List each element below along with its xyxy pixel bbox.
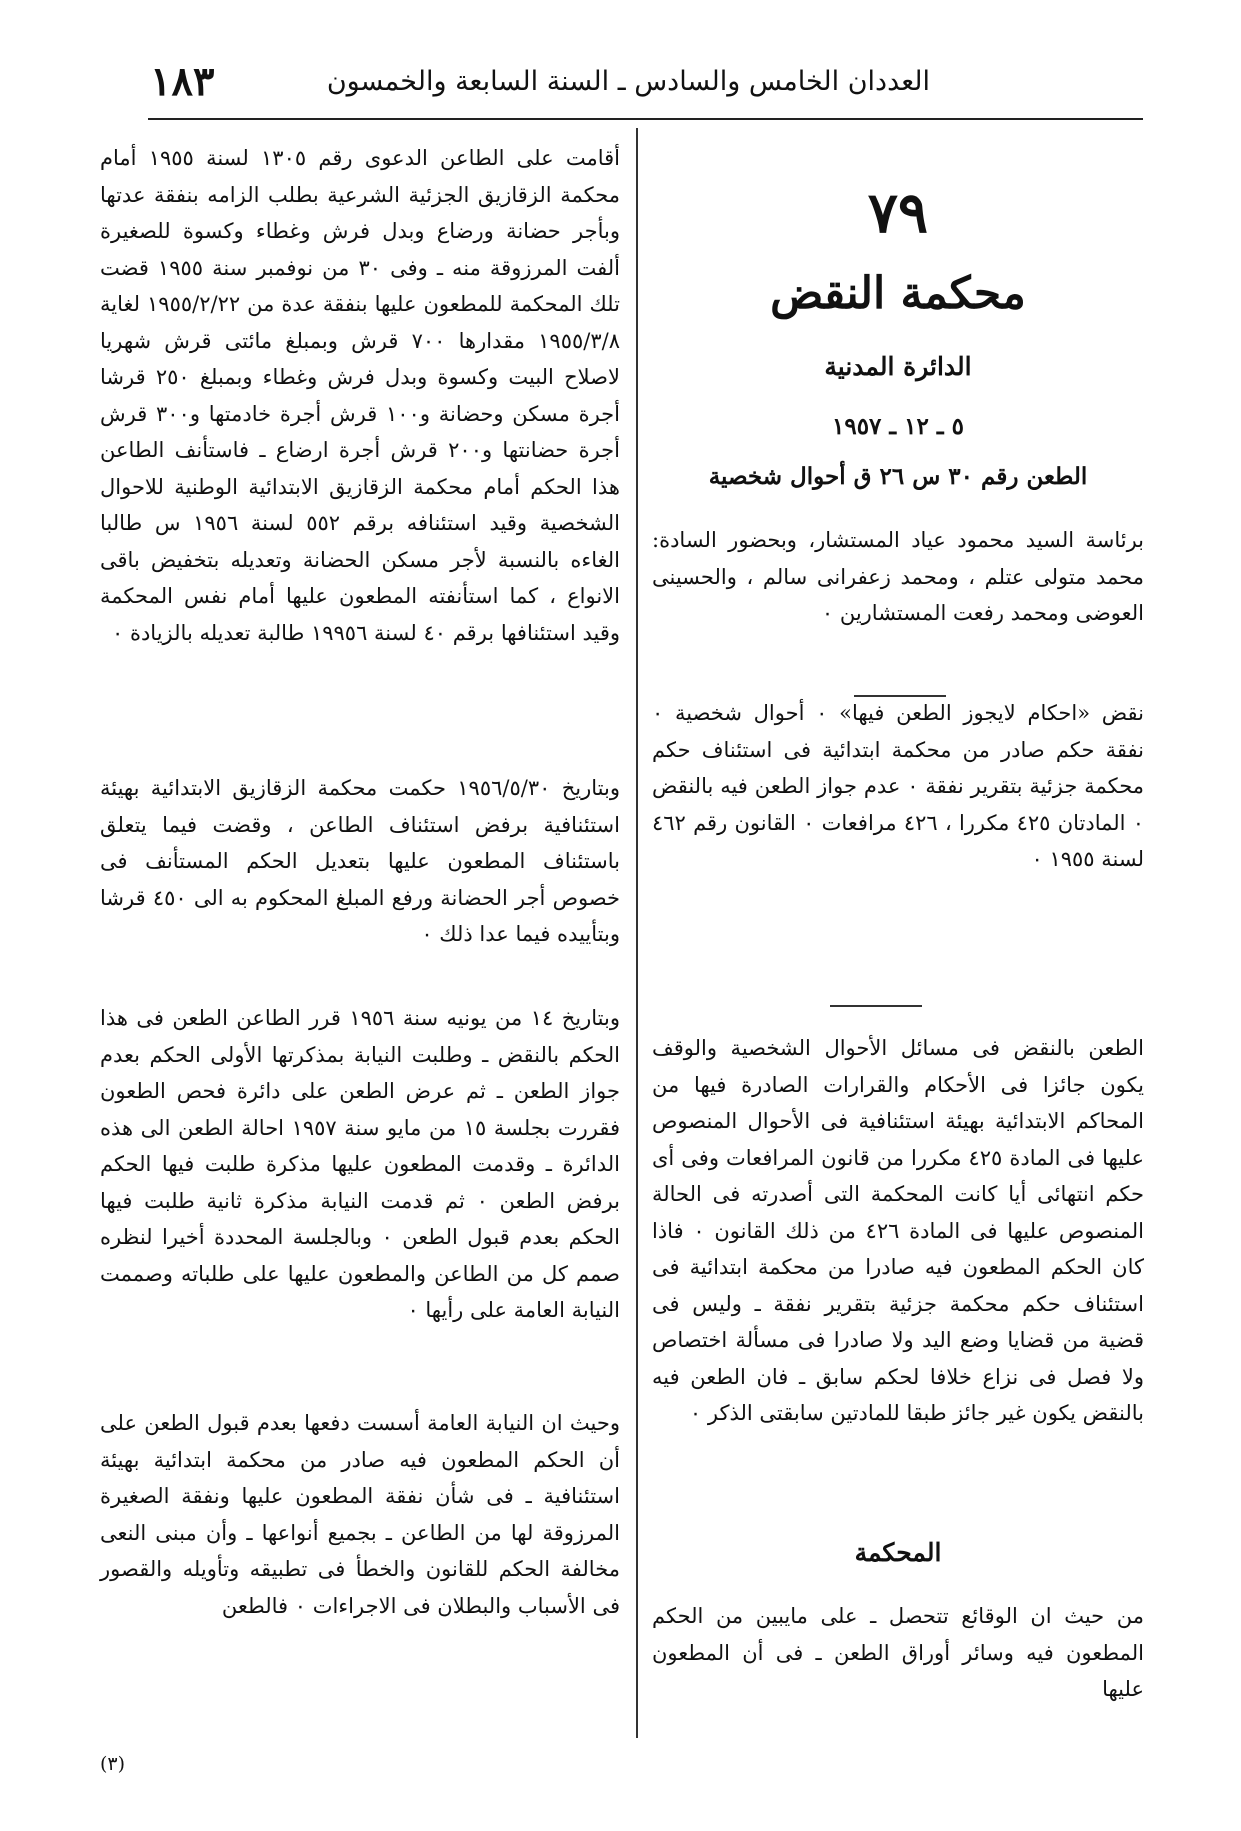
reasoning-paragraph: وحيث ان النيابة العامة أسست دفعها بعدم قبول الطعن على أن الحكم المطعون فيه صادر من محكمة ابتدائية بهيئة استئنافية ـ فى شأن نفقة المطعون عليها ونفقة الصغيرة المرزوقة لها من الطاعن ـ بجميع أنواعها ـ وأن مبنى النعى مخالفة الحكم للقانون والخطأ فى تطبيقه وتأويله والقصور فى الأسباب والبطلان فى الاجراءات ٠ فالطعن xyxy=(100,1411,620,1618)
signature-mark: (٣) xyxy=(100,1753,126,1775)
headnote-paragraph: نقض «احكام لايجوز الطعن فيها» ٠ أحوال شخصية ٠ نفقة حكم صادر من محكمة ابتدائية فى استئناف حكم محكمة جزئية بتقرير نفقة ٠ عدم جواز الطعن فيه بالنقض ٠ المادتان ٤٢٥ مكررا ، ٤٢٦ مرافعات ٠ القانون رقم ٤٦٢ لسنة ١٩٥٥ ٠ xyxy=(652,701,1144,871)
principle-paragraph: الطعن بالنقض فى مسائل الأحوال الشخصية والوقف يكون جائزا فى الأحكام والقرارات الصادرة فيها من المحاكم الابتدائية بهيئة استئنافية فى الأحوال المنصوص عليها فى المادة ٤٢٥ مكررا من قانون المرافعات وفى أى حكم انتهائى أيا كانت المحكمة التى أصدرته فى الحالة المنصوص عليها فى المادة ٤٢٦ من ذلك القانون ٠ فاذا كان الحكم المطعون فيه صادرا من محكمة ابتدائية فى استئناف حكم محكمة جزئية بتقرير نفقة ـ وليس فى قضية من قضايا وضع اليد ولا صادرا فى مسألة اختصاص ولا فصل فى نزاع خلافا لحكم سابق ـ فان الطعن فيه بالنقض يكون غير جائز طبقا للمادتين سابقتى الذكر ٠ xyxy=(652,1036,1144,1425)
case-number: ٧٩ xyxy=(867,180,929,246)
judgment-date: ٥ ـ ١٢ ـ ١٩٥٧ xyxy=(831,413,965,440)
panel-paragraph: برئاسة السيد محمود عياد المستشار، وبحضور السادة: محمد متولى عتلم ، ومحمد زعفرانى سالم ، والحسينى العوضى ومحمد رفعت المستشارين ٠ xyxy=(652,528,1144,625)
procedure-block xyxy=(100,1000,620,1329)
separator-rule xyxy=(830,1005,922,1007)
page-number: ١٨٣ xyxy=(150,58,215,105)
appeal-reference: الطعن رقم ٣٠ س ٢٦ ق أحوال شخصية xyxy=(708,463,1088,490)
court-title: محكمة النقض xyxy=(770,268,1026,319)
reasoning-block xyxy=(100,1405,620,1624)
panel-block xyxy=(652,522,1144,632)
body-start-block xyxy=(652,1598,1144,1708)
appeal-judgment-block xyxy=(100,770,620,953)
body-start-paragraph: من حيث ان الوقائع تتحصل ـ على مايبين من الحكم المطعون فيه وسائر أوراق الطعن ـ فى أن المطعون عليها xyxy=(652,1604,1144,1701)
facts-block xyxy=(100,140,620,651)
principle-block xyxy=(652,1030,1144,1432)
header-rule xyxy=(148,118,1143,120)
section-heading: المحكمة xyxy=(854,1538,942,1567)
running-head: العددان الخامس والسادس ـ السنة السابعة والخمسون xyxy=(326,66,930,97)
procedure-paragraph: وبتاريخ ١٤ من يونيه سنة ١٩٥٦ قرر الطاعن الطعن فى هذا الحكم بالنقض ـ وطلبت النيابة بمذكرتها الأولى الحكم بعدم جواز الطعن ـ ثم عرض الطعن على دائرة فحص الطعون فقررت بجلسة ١٥ من مايو سنة ١٩٥٧ احالة الطعن الى هذه الدائرة ـ وقدمت المطعون عليها مذكرة طلبت فيها الحكم برفض الطعن ٠ ثم قدمت النيابة مذكرة ثانية طلبت فيها الحكم بعدم قبول الطعن ٠ وبالجلسة المحددة أخيرا لنظره صمم كل من الطاعن والمطعون عليها على طلباته وصممت النيابة العامة على رأيها ٠ xyxy=(100,1006,621,1322)
facts-paragraph: أقامت على الطاعن الدعوى رقم ١٣٠٥ لسنة ١٩٥٥ أمام محكمة الزقازيق الجزئية الشرعية بطلب الزامه بنفقة عدتها وبأجر حضانة ورضاع وبدل فرش وغطاء وكسوة للصغيرة ألفت المرزوقة منه ـ وفى ٣٠ من نوفمبر سنة ١٩٥٥ قضت تلك المحكمة للمطعون عليها بنفقة عدة من ١٩٥٥/٢/٢٢ لغاية ١٩٥٥/٣/٨ مقدارها ٧٠٠ قرش وبمبلغ مائتى قرش شهريا لاصلاح البيت وكسوة وبدل فرش وغطاء وبمبلغ ٢٥٠ قرشا أجرة مسكن وحضانة و١٠٠ قرش أجرة خادمتها و٣٠٠ قرش أجرة حضانتها و٢٠٠ قرش أجرة ارضاع ـ فاستأنف الطاعن هذا الحكم أمام محكمة الزقازيق الابتدائية الوطنية للاحوال الشخصية وقيد استئنافه برقم ٥٥٢ لسنة ١٩٥٦ س طالبا الغاءه بالنسبة لأجر مسكن الحضانة وتعديله بتخفيض باقى الانواع ، كما استأنفته المطعون عليها أمام نفس المحكمة وقيد استئنافها برقم ٤٠ لسنة ١٩٩٥٦ طالبة تعديله بالزيادة ٠ xyxy=(100,146,620,645)
column-divider xyxy=(636,128,638,1738)
appeal-judgment-paragraph: وبتاريخ ١٩٥٦/٥/٣٠ حكمت محكمة الزقازيق الابتدائية بهيئة استئنافية برفض استئناف الطاعن ، وقضت فيما يتعلق باستئناف المطعون عليها بتعديل الحكم المستأنف فى خصوص أجر الحضانة ورفع المبلغ المحكوم به الى ٤٥٠ قرشا وبتأييده فيما عدا ذلك ٠ xyxy=(100,776,621,946)
chamber-name: الدائرة المدنية xyxy=(824,352,972,381)
headnote-block xyxy=(652,695,1144,878)
